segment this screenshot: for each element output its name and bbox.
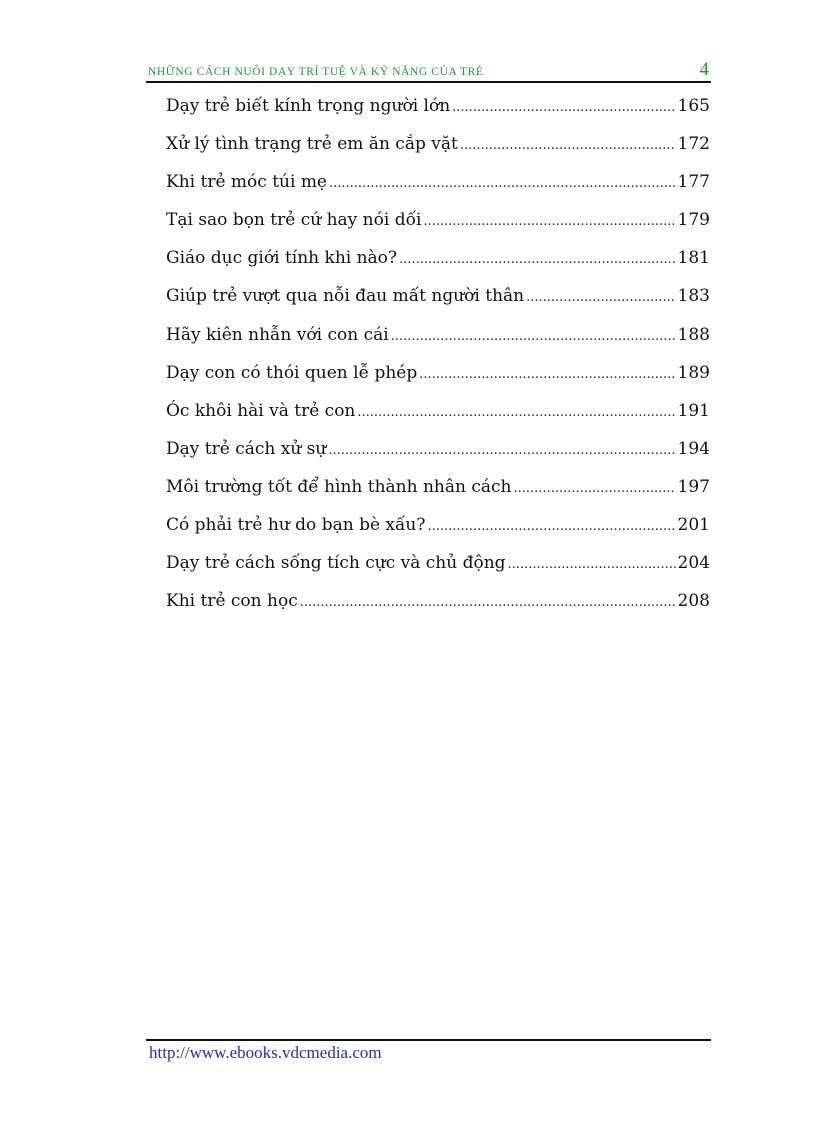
toc-entry [166,363,710,401]
toc-entry-title: Khi trẻ móc túi mẹ [166,172,327,193]
dot-leader [452,100,675,115]
toc-entry [166,439,710,477]
toc-entry [166,134,710,172]
header-divider [146,81,711,83]
page-header [146,58,711,82]
table-of-contents [166,96,710,629]
toc-entry-page: 197 [677,476,710,497]
toc-entry [166,591,710,629]
toc-entry [166,553,710,591]
toc-entry-page: 183 [677,286,710,307]
dot-leader [423,214,675,229]
toc-entry-page: 165 [677,96,710,116]
dot-leader [427,519,675,534]
book-title: NHỮNG CÁCH NUÔI DẠY TRÍ TUỆ VÀ KỸ NĂNG CỦA TRẺ [148,66,484,78]
dot-leader [399,252,676,267]
toc-entry-title: Óc khôi hài và trẻ con [166,400,356,421]
toc-entry-title: Môi trường tốt để hình thành nhân cách [166,476,512,497]
dot-leader [526,290,675,305]
dot-leader [508,557,676,572]
toc-entry-page: 191 [677,400,710,421]
toc-entry-page: 172 [677,134,710,155]
dot-leader [329,176,676,191]
toc-entry-title: Hãy kiên nhẫn với con cái [166,324,389,345]
toc-entry-title: Tại sao bọn trẻ cứ hay nói dối [166,210,422,231]
toc-entry-title: Dạy trẻ cách sống tích cực và chủ động [166,553,506,574]
toc-entry [166,96,710,134]
toc-entry-page: 188 [677,324,710,345]
toc-entry-title: Dạy trẻ cách xử sự [166,438,327,459]
dot-leader [328,443,675,458]
toc-entry-page: 194 [677,438,710,459]
toc-entry [166,172,710,210]
toc-entry-page: 201 [677,515,710,536]
website-link[interactable]: http://www.ebooks.vdcmedia.com [149,1043,382,1062]
toc-entry [166,515,710,553]
toc-entry [166,325,710,363]
dot-leader [391,329,676,344]
toc-entry-page: 177 [677,172,710,193]
toc-entry [166,477,710,515]
page-number: 4 [699,59,709,80]
toc-entry-title: Dạy trẻ biết kính trọng người lớn [166,96,451,116]
footer-divider [146,1039,711,1041]
dot-leader [357,405,675,420]
toc-entry-title: Giáo dục giới tính khi nào? [166,248,398,269]
toc-entry-title: Xử lý tình trạng trẻ em ăn cắp vặt [166,134,458,155]
toc-entry-page: 179 [677,210,710,231]
dot-leader [300,595,676,610]
toc-entry-page: 181 [677,248,710,269]
toc-entry [166,401,710,439]
toc-entry-title: Giúp trẻ vượt qua nỗi đau mất người thân [166,286,525,307]
dot-leader [460,138,676,153]
dot-leader [514,481,676,496]
toc-entry-page: 204 [677,553,710,574]
toc-entry-page: 189 [677,362,710,383]
toc-entry-page: 208 [677,591,710,612]
toc-entry-title: Khi trẻ con học [166,591,298,612]
toc-entry [166,210,710,248]
dot-leader [419,367,675,382]
toc-entry [166,248,710,286]
toc-entry-title: Có phải trẻ hư do bạn bè xấu? [166,515,426,536]
toc-entry-title: Dạy con có thói quen lễ phép [166,362,418,383]
toc-entry [166,286,710,324]
